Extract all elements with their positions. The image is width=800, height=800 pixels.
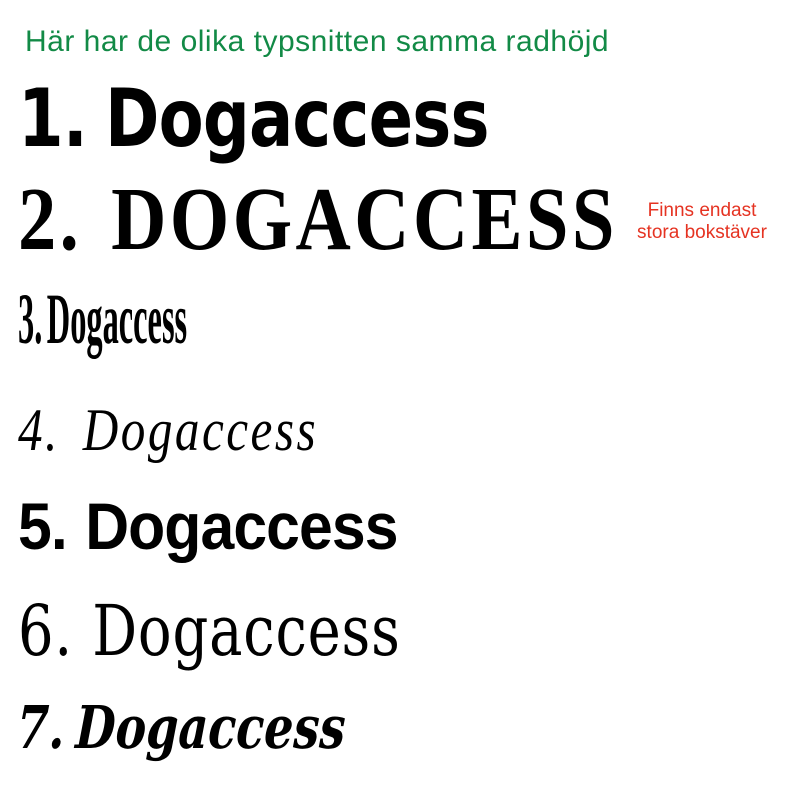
font-sample-2 — [18, 170, 618, 269]
font-sample-4 — [18, 397, 319, 463]
uppercase-only-note — [627, 200, 777, 244]
sample-number: 1. — [18, 72, 87, 165]
sample-word: Dogaccess — [46, 279, 188, 359]
font-sample-7 — [15, 693, 347, 762]
sample-word: DOGACCESS — [111, 170, 618, 269]
font-sample-6 — [18, 590, 401, 672]
sample-word: Dogaccess — [92, 590, 401, 672]
sample-word: Dogaccess — [104, 72, 489, 165]
font-sample-5 — [18, 489, 398, 563]
font-sample-3 — [18, 279, 188, 359]
sample-number: 2. — [18, 170, 83, 269]
sample-number: 5. — [18, 489, 67, 563]
font-sample-1 — [18, 72, 489, 165]
page-title: Här har de olika typsnitten samma radhöjd — [25, 25, 610, 58]
sample-word: Dogaccess — [82, 397, 319, 463]
sample-number: 4. — [18, 397, 60, 463]
sample-number: 7. — [15, 693, 67, 762]
sample-word: Dogaccess — [85, 489, 398, 563]
note-line-1: Finns endast — [647, 200, 757, 221]
sample-number: 6. — [18, 590, 74, 672]
note-line-2: stora bokstäver — [637, 221, 767, 243]
sample-word: Dogaccess — [74, 693, 347, 762]
sample-number: 3. — [18, 279, 43, 359]
